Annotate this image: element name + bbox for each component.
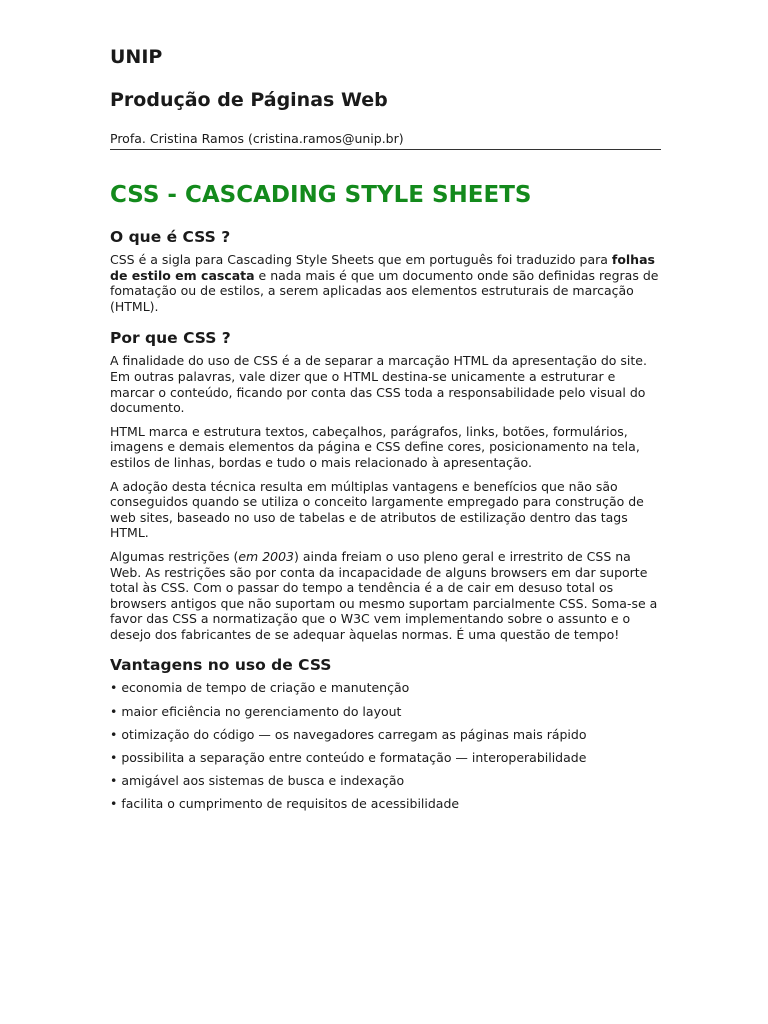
header-divider (110, 149, 661, 150)
paragraph-text: e nada mais é que um documento onde são definidas regras de fomatação ou de estilos, a serem aplicadas aos elementos estruturais de marcação (HTML). (110, 267, 659, 314)
section-what-is-css (110, 227, 662, 314)
section-heading: O que é CSS ? (110, 228, 231, 246)
page-title: CSS - CASCADING STYLE SHEETS (110, 182, 532, 208)
list-item: • maior eficiência no gerenciamento do layout (110, 703, 402, 719)
document-body (110, 180, 662, 820)
section-advantages (110, 655, 662, 812)
paragraph (110, 252, 662, 314)
list-item: • facilita o cumprimento de requisitos de acessibilidade (110, 796, 460, 812)
list-item: • economia de tempo de criação e manutenção (110, 680, 410, 696)
list-item: • amigável aos sistemas de busca e indexação (110, 773, 405, 789)
section-heading: Por que CSS ? (110, 329, 231, 348)
paragraph: HTML marca e estrutura textos, cabeçalhos, parágrafos, links, botões, formulários, imagens e demais elementos da página e CSS define cores, posicionamento na tela, estilos de linhas, bordas e tudo o mais relacionado à apresentação. (110, 423, 640, 470)
paragraph-text: Algumas restrições ( (110, 548, 239, 564)
list-item: • possibilita a separação entre conteúdo e formatação — interoperabilidade (110, 750, 587, 766)
paragraph-text: CSS é a sigla para Cascading Style Sheets que em português foi traduzido para (110, 252, 612, 267)
section-heading: Vantagens no uso de CSS (110, 656, 332, 675)
paragraph-italic-text: em 2003 (238, 548, 295, 564)
course-title: Produção de Páginas Web (110, 89, 388, 111)
author-line: Profa. Cristina Ramos (cristina.ramos@unip.br) (110, 131, 404, 146)
paragraph-text: ) ainda freiam o uso pleno geral e irrestrito de CSS na Web. As restrições são por conta da incapacidade de alguns browsers em dar suporte total às CSS. Com o passar do tempo a tendência é a de cair em desuso total os browsers antigos que não suportam ou mesmo suportam parcialmente CSS. Soma-se a favor das CSS a normatização que o W3C vem implementando sobre o assunto e o desejo dos fabricantes de se adequar àquelas normas. É uma questão de tempo! (110, 548, 658, 642)
paragraph-bold-text: folhas de estilo em cascata (110, 252, 655, 283)
paragraph: A adoção desta técnica resulta em múltiplas vantagens e benefícios que não são conseguidos quando se utiliza o conceito largamente empregado para construção de web sites, baseado no uso de tabelas e de atributos de estilização dentro das tags HTML. (110, 478, 644, 541)
paragraph (110, 549, 662, 643)
paragraph: A finalidade do uso de CSS é a de separar a marcação HTML da apresentação do site. Em outras palavras, vale dizer que o HTML destina-se unicamente a estruturar e marcar o conteúdo, ficando por conta das CSS toda a responsabilidade pelo visual do documento. (110, 353, 647, 416)
advantages-list (110, 680, 662, 812)
org-name: UNIP (110, 46, 163, 68)
list-item: • otimização do código — os navegadores carregam as páginas mais rápido (110, 726, 587, 742)
section-why-css (110, 328, 662, 642)
